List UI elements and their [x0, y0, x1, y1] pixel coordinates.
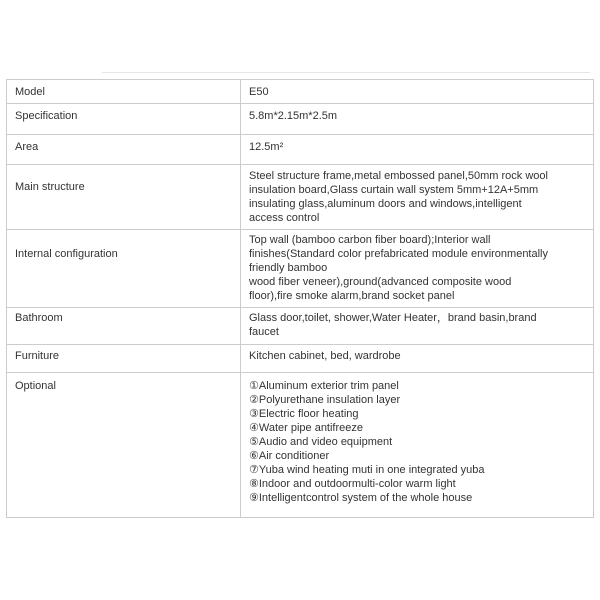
optional-item: ⑤Audio and video equipment — [249, 436, 393, 448]
optional-item: ①Aluminum exterior trim panel — [249, 380, 399, 392]
table-row-model — [7, 80, 594, 104]
value-cell — [241, 230, 594, 308]
row-value-line: access control — [249, 212, 320, 224]
optional-item: ③Electric floor heating — [249, 408, 359, 420]
row-value-line: wood fiber veneer),ground(advanced composite wood — [249, 276, 512, 288]
optional-item: ⑨Intelligentcontrol system of the whole house — [249, 492, 473, 504]
row-value-line: faucet — [249, 326, 279, 338]
row-label-optional: Optional — [15, 380, 56, 392]
value-cell — [241, 308, 594, 345]
row-label-furniture: Furniture — [15, 350, 60, 362]
table-row-furniture — [7, 345, 594, 373]
optional-item: ④Water pipe antifreeze — [249, 422, 364, 434]
row-value-line: friendly bamboo — [249, 262, 328, 274]
label-cell — [7, 165, 241, 230]
table-row-optional — [7, 373, 594, 518]
row-value-line: Top wall (bamboo carbon fiber board);Interior wall — [249, 234, 491, 246]
label-cell — [7, 135, 241, 165]
row-value-line: Glass door,toilet, shower,Water Heater，brand basin,brand — [249, 312, 537, 324]
row-value-furniture: Kitchen cabinet, bed, wardrobe — [249, 350, 401, 362]
table-row-bathroom — [7, 308, 594, 345]
row-value-line: Steel structure frame,metal embossed panel,50mm rock wool — [249, 170, 548, 182]
optional-item: ⑦Yuba wind heating muti in one integrated yuba — [249, 464, 485, 476]
row-value-model: E50 — [249, 86, 269, 98]
row-label-internal-configuration: Internal configuration — [15, 248, 118, 260]
table-row-area — [7, 135, 594, 165]
value-cell — [241, 135, 594, 165]
top-divider — [102, 72, 590, 73]
optional-item: ⑧Indoor and outdoormulti-color warm light — [249, 478, 456, 490]
optional-item: ②Polyurethane insulation layer — [249, 394, 401, 406]
label-cell — [7, 345, 241, 373]
label-cell — [7, 230, 241, 308]
row-value-line: insulation board,Glass curtain wall system 5mm+12A+5mm — [249, 184, 539, 196]
value-cell — [241, 165, 594, 230]
row-label-model: Model — [15, 86, 45, 98]
table-row-specification — [7, 104, 594, 135]
table-row-internal-configuration — [7, 230, 594, 308]
label-cell — [7, 308, 241, 345]
spec-table — [6, 79, 594, 518]
row-value-line: finishes(Standard color prefabricated module environmentally — [249, 248, 548, 260]
value-cell — [241, 80, 594, 104]
label-cell — [7, 104, 241, 135]
value-cell — [241, 345, 594, 373]
row-value-area: 12.5m² — [249, 141, 284, 153]
label-cell — [7, 373, 241, 518]
value-cell — [241, 373, 594, 518]
row-label-bathroom: Bathroom — [15, 312, 63, 324]
row-value-specification: 5.8m*2.15m*2.5m — [249, 110, 338, 122]
row-value-line: insulating glass,aluminum doors and windows,intelligent — [249, 198, 522, 210]
optional-item: ⑥Air conditioner — [249, 450, 330, 462]
label-cell — [7, 80, 241, 104]
row-label-specification: Specification — [15, 110, 78, 122]
value-cell — [241, 104, 594, 135]
row-label-main-structure: Main structure — [15, 181, 85, 193]
table-row-main-structure — [7, 165, 594, 230]
row-label-area: Area — [15, 141, 39, 153]
row-value-line: floor),fire smoke alarm,brand socket panel — [249, 290, 455, 302]
